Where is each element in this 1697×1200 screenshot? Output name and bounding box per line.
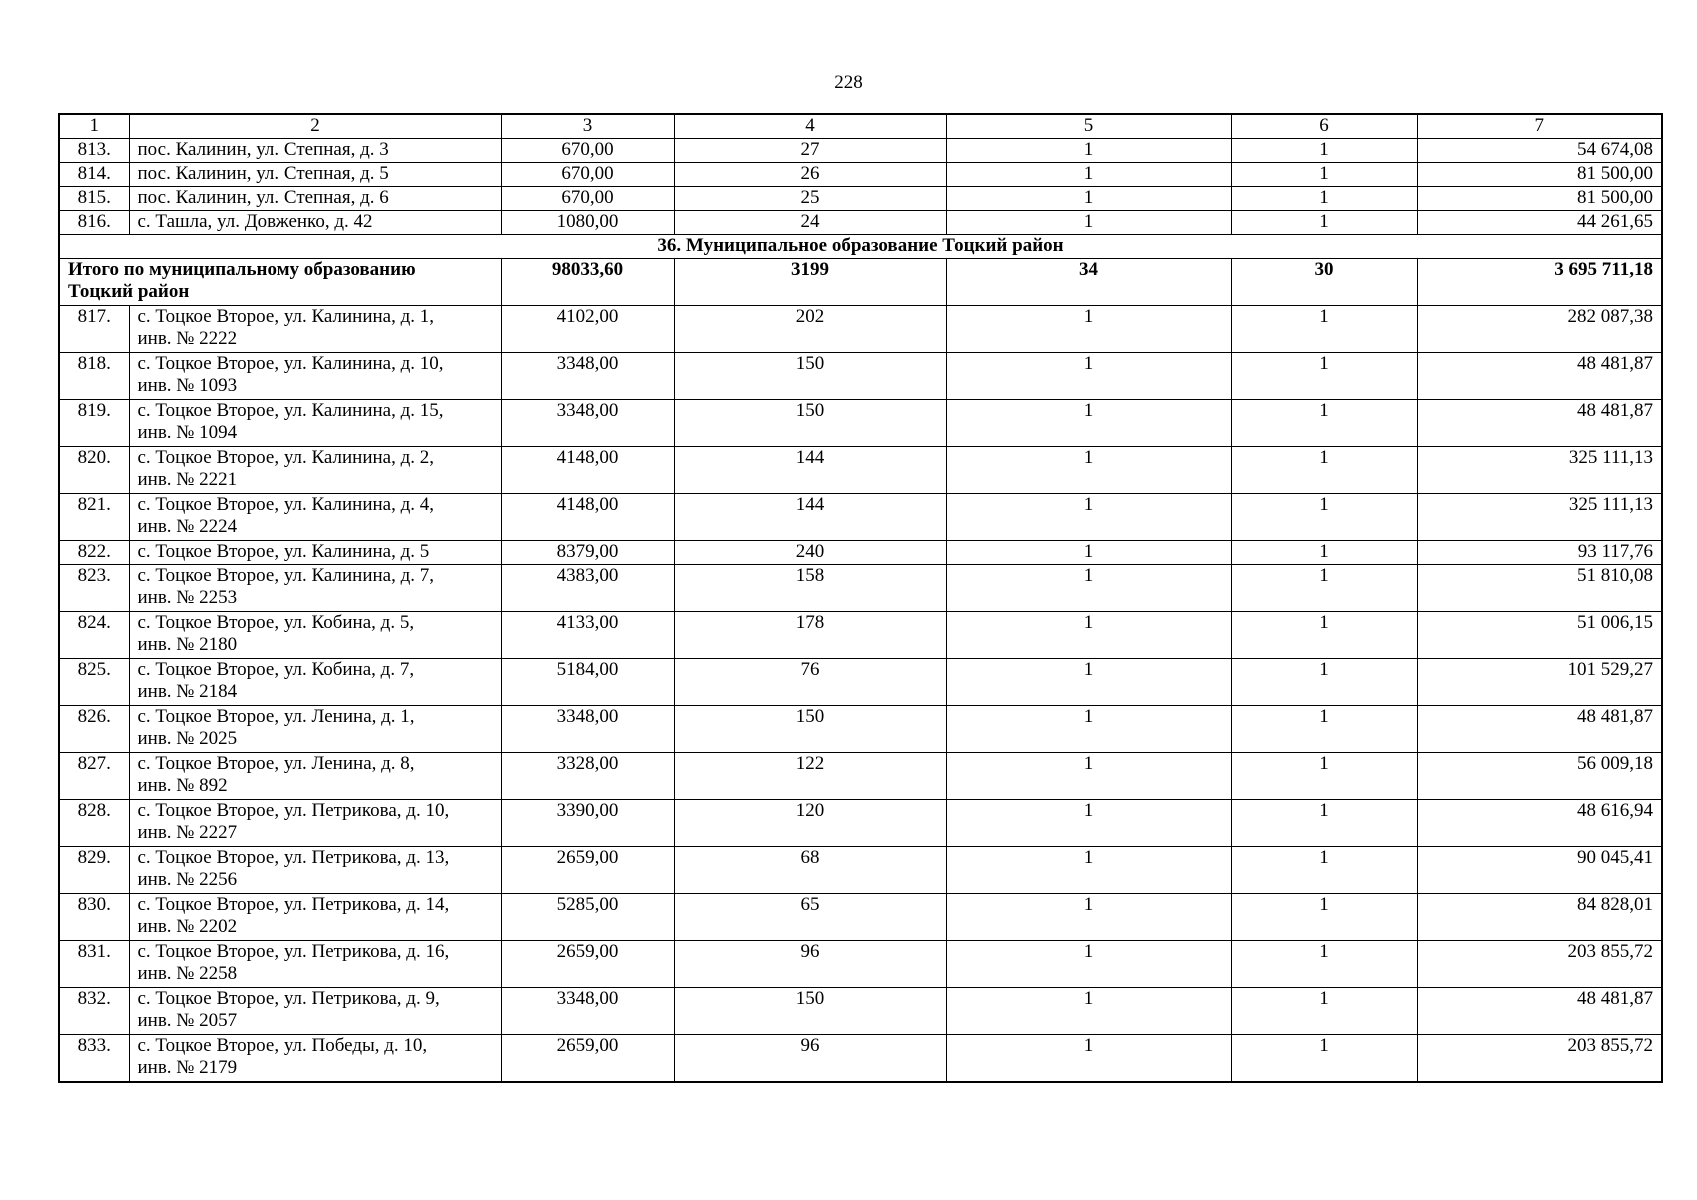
address-line: с. Тоцкое Второе, ул. Петрикова, д. 9, <box>137 988 440 1009</box>
area-cell: 8379,00 <box>501 541 674 565</box>
row-number: 819. <box>59 400 129 447</box>
amount-cell: 51 810,08 <box>1417 565 1662 612</box>
amount-cell: 203 855,72 <box>1417 941 1662 988</box>
row-number: 833. <box>59 1035 129 1083</box>
total-label-line: Итого по муниципальному образованию <box>68 259 416 280</box>
col5-cell: 1 <box>946 659 1231 706</box>
amount-cell: 81 500,00 <box>1417 187 1662 211</box>
address-line: с. Тоцкое Второе, ул. Калинина, д. 2, <box>137 447 435 468</box>
residents-cell: 178 <box>674 612 946 659</box>
address-line: с. Тоцкое Второе, ул. Калинина, д. 10, <box>137 353 444 374</box>
address-line: пос. Калинин, ул. Степная, д. 6 <box>137 187 389 208</box>
row-number: 832. <box>59 988 129 1035</box>
total-residents: 3199 <box>674 259 946 306</box>
address-line: инв. № 1094 <box>137 422 238 443</box>
row-number: 828. <box>59 800 129 847</box>
col6-cell: 1 <box>1231 847 1417 894</box>
col6-cell: 1 <box>1231 541 1417 565</box>
col5-cell: 1 <box>946 753 1231 800</box>
row-number: 822. <box>59 541 129 565</box>
area-cell: 670,00 <box>501 163 674 187</box>
area-cell: 670,00 <box>501 139 674 163</box>
address-line: с. Тоцкое Второе, ул. Кобина, д. 5, <box>137 612 415 633</box>
col6-cell: 1 <box>1231 1035 1417 1083</box>
residents-cell: 122 <box>674 753 946 800</box>
address-cell <box>129 800 501 847</box>
address-line: инв. № 1093 <box>137 375 238 396</box>
residents-cell: 120 <box>674 800 946 847</box>
address-cell <box>129 494 501 541</box>
section-title: 36. Муниципальное образование Тоцкий район <box>59 235 1662 259</box>
area-cell: 670,00 <box>501 187 674 211</box>
amount-cell: 325 111,13 <box>1417 494 1662 541</box>
table-row <box>59 400 1662 447</box>
table-row <box>59 211 1662 235</box>
col5-cell: 1 <box>946 306 1231 353</box>
table-row <box>59 163 1662 187</box>
residents-cell: 96 <box>674 1035 946 1083</box>
address-line: инв. № 2179 <box>137 1057 238 1078</box>
residents-cell: 158 <box>674 565 946 612</box>
address-line: с. Тоцкое Второе, ул. Петрикова, д. 13, <box>137 847 450 868</box>
table-row <box>59 941 1662 988</box>
address-line: инв. № 2227 <box>137 822 238 843</box>
amount-cell: 81 500,00 <box>1417 163 1662 187</box>
total-area: 98033,60 <box>501 259 674 306</box>
table-row <box>59 1035 1662 1083</box>
row-number: 825. <box>59 659 129 706</box>
area-cell: 5184,00 <box>501 659 674 706</box>
area-cell: 2659,00 <box>501 847 674 894</box>
residents-cell: 150 <box>674 988 946 1035</box>
col5-cell: 1 <box>946 612 1231 659</box>
table-row <box>59 847 1662 894</box>
address-cell <box>129 447 501 494</box>
area-cell: 3348,00 <box>501 988 674 1035</box>
col6-cell: 1 <box>1231 353 1417 400</box>
col6-cell: 1 <box>1231 894 1417 941</box>
row-number: 824. <box>59 612 129 659</box>
address-line: инв. № 2025 <box>137 728 238 749</box>
address-line: инв. № 2253 <box>137 587 238 608</box>
address-cell <box>129 400 501 447</box>
col5-cell: 1 <box>946 800 1231 847</box>
address-line: инв. № 2057 <box>137 1010 238 1031</box>
area-cell: 3328,00 <box>501 753 674 800</box>
col6-cell: 1 <box>1231 447 1417 494</box>
total-amount: 3 695 711,18 <box>1417 259 1662 306</box>
area-cell: 2659,00 <box>501 941 674 988</box>
col6-cell: 1 <box>1231 565 1417 612</box>
amount-cell: 48 481,87 <box>1417 353 1662 400</box>
col6-cell: 1 <box>1231 400 1417 447</box>
page-number: 228 <box>834 72 863 93</box>
table-row <box>59 894 1662 941</box>
address-cell <box>129 941 501 988</box>
table-row <box>59 612 1662 659</box>
address-line: инв. № 2224 <box>137 516 238 537</box>
total-label-line: Тоцкий район <box>68 281 190 302</box>
address-line: с. Ташла, ул. Довженко, д. 42 <box>137 211 373 232</box>
amount-cell: 93 117,76 <box>1417 541 1662 565</box>
col6-cell: 1 <box>1231 988 1417 1035</box>
address-cell <box>129 659 501 706</box>
address-line: с. Тоцкое Второе, ул. Калинина, д. 1, <box>137 306 435 327</box>
col6-cell: 1 <box>1231 612 1417 659</box>
col6-cell: 1 <box>1231 753 1417 800</box>
area-cell: 4133,00 <box>501 612 674 659</box>
col5-cell: 1 <box>946 400 1231 447</box>
col5-cell: 1 <box>946 447 1231 494</box>
area-cell: 4383,00 <box>501 565 674 612</box>
column-number-row <box>59 114 1662 139</box>
address-line: с. Тоцкое Второе, ул. Ленина, д. 1, <box>137 706 415 727</box>
address-cell <box>129 187 501 211</box>
amount-cell: 54 674,08 <box>1417 139 1662 163</box>
col6-cell: 1 <box>1231 211 1417 235</box>
area-cell: 3348,00 <box>501 353 674 400</box>
address-line: инв. № 2256 <box>137 869 238 890</box>
table-row <box>59 659 1662 706</box>
area-cell: 5285,00 <box>501 894 674 941</box>
column-number: 7 <box>1417 114 1662 139</box>
residents-cell: 96 <box>674 941 946 988</box>
address-line: инв. № 2222 <box>137 328 238 349</box>
amount-cell: 51 006,15 <box>1417 612 1662 659</box>
amount-cell: 48 616,94 <box>1417 800 1662 847</box>
col6-cell: 1 <box>1231 800 1417 847</box>
col6-cell: 1 <box>1231 659 1417 706</box>
row-number: 817. <box>59 306 129 353</box>
row-number: 815. <box>59 187 129 211</box>
col6-cell: 1 <box>1231 494 1417 541</box>
col6-cell: 1 <box>1231 706 1417 753</box>
table-row <box>59 139 1662 163</box>
col5-cell: 1 <box>946 211 1231 235</box>
amount-cell: 84 828,01 <box>1417 894 1662 941</box>
table-row <box>59 447 1662 494</box>
residents-cell: 25 <box>674 187 946 211</box>
address-line: с. Тоцкое Второе, ул. Петрикова, д. 16, <box>137 941 450 962</box>
address-cell <box>129 894 501 941</box>
column-number: 1 <box>59 114 129 139</box>
amount-cell: 48 481,87 <box>1417 706 1662 753</box>
address-line: с. Тоцкое Второе, ул. Калинина, д. 15, <box>137 400 444 421</box>
address-line: с. Тоцкое Второе, ул. Ленина, д. 8, <box>137 753 415 774</box>
amount-cell: 90 045,41 <box>1417 847 1662 894</box>
col5-cell: 1 <box>946 706 1231 753</box>
col5-cell: 1 <box>946 988 1231 1035</box>
address-line: инв. № 2258 <box>137 963 238 984</box>
residents-cell: 150 <box>674 706 946 753</box>
residents-cell: 65 <box>674 894 946 941</box>
address-line: с. Тоцкое Второе, ул. Калинина, д. 4, <box>137 494 435 515</box>
table-row <box>59 800 1662 847</box>
section-header-row <box>59 235 1662 259</box>
address-line: инв. № 892 <box>137 775 228 796</box>
table-row <box>59 353 1662 400</box>
address-cell <box>129 565 501 612</box>
area-cell: 1080,00 <box>501 211 674 235</box>
table-row <box>59 988 1662 1035</box>
address-cell <box>129 211 501 235</box>
row-number: 813. <box>59 139 129 163</box>
total-label <box>59 259 501 306</box>
residents-cell: 24 <box>674 211 946 235</box>
col6-cell: 1 <box>1231 139 1417 163</box>
address-line: инв. № 2184 <box>137 681 238 702</box>
table-row <box>59 494 1662 541</box>
address-line: с. Тоцкое Второе, ул. Калинина, д. 7, <box>137 565 435 586</box>
residents-cell: 27 <box>674 139 946 163</box>
residents-cell: 68 <box>674 847 946 894</box>
amount-cell: 101 529,27 <box>1417 659 1662 706</box>
table-row <box>59 306 1662 353</box>
residents-cell: 202 <box>674 306 946 353</box>
area-cell: 3348,00 <box>501 400 674 447</box>
table-row <box>59 187 1662 211</box>
table-row <box>59 541 1662 565</box>
address-cell <box>129 139 501 163</box>
total-col5: 34 <box>946 259 1231 306</box>
row-number: 816. <box>59 211 129 235</box>
row-number: 827. <box>59 753 129 800</box>
row-number: 826. <box>59 706 129 753</box>
table-row <box>59 565 1662 612</box>
col5-cell: 1 <box>946 941 1231 988</box>
col6-cell: 1 <box>1231 941 1417 988</box>
amount-cell: 282 087,38 <box>1417 306 1662 353</box>
area-cell: 4102,00 <box>501 306 674 353</box>
address-cell <box>129 706 501 753</box>
address-line: с. Тоцкое Второе, ул. Кобина, д. 7, <box>137 659 415 680</box>
col5-cell: 1 <box>946 163 1231 187</box>
address-line: с. Тоцкое Второе, ул. Победы, д. 10, <box>137 1035 428 1056</box>
residents-cell: 76 <box>674 659 946 706</box>
col6-cell: 1 <box>1231 306 1417 353</box>
col5-cell: 1 <box>946 847 1231 894</box>
amount-cell: 325 111,13 <box>1417 447 1662 494</box>
address-line: с. Тоцкое Второе, ул. Петрикова, д. 14, <box>137 894 450 915</box>
row-number: 820. <box>59 447 129 494</box>
address-cell <box>129 988 501 1035</box>
address-cell <box>129 306 501 353</box>
col5-cell: 1 <box>946 139 1231 163</box>
area-cell: 4148,00 <box>501 447 674 494</box>
col5-cell: 1 <box>946 565 1231 612</box>
address-line: инв. № 2202 <box>137 916 238 937</box>
residents-cell: 26 <box>674 163 946 187</box>
residents-cell: 144 <box>674 494 946 541</box>
row-number: 814. <box>59 163 129 187</box>
amount-cell: 56 009,18 <box>1417 753 1662 800</box>
address-cell <box>129 541 501 565</box>
housing-table <box>58 113 1663 1083</box>
col6-cell: 1 <box>1231 187 1417 211</box>
total-row <box>59 259 1662 306</box>
col5-cell: 1 <box>946 353 1231 400</box>
column-number: 3 <box>501 114 674 139</box>
residents-cell: 150 <box>674 400 946 447</box>
address-line: пос. Калинин, ул. Степная, д. 5 <box>137 163 389 184</box>
table-body <box>59 114 1662 1082</box>
amount-cell: 48 481,87 <box>1417 400 1662 447</box>
address-cell <box>129 1035 501 1083</box>
amount-cell: 48 481,87 <box>1417 988 1662 1035</box>
address-line: с. Тоцкое Второе, ул. Петрикова, д. 10, <box>137 800 450 821</box>
address-line: пос. Калинин, ул. Степная, д. 3 <box>137 139 389 160</box>
col5-cell: 1 <box>946 541 1231 565</box>
row-number: 829. <box>59 847 129 894</box>
table-row <box>59 753 1662 800</box>
col5-cell: 1 <box>946 894 1231 941</box>
address-cell <box>129 612 501 659</box>
row-number: 823. <box>59 565 129 612</box>
column-number: 5 <box>946 114 1231 139</box>
column-number: 2 <box>129 114 501 139</box>
total-col6: 30 <box>1231 259 1417 306</box>
col5-cell: 1 <box>946 494 1231 541</box>
column-number: 4 <box>674 114 946 139</box>
amount-cell: 44 261,65 <box>1417 211 1662 235</box>
address-line: инв. № 2180 <box>137 634 238 655</box>
area-cell: 2659,00 <box>501 1035 674 1083</box>
col5-cell: 1 <box>946 187 1231 211</box>
amount-cell: 203 855,72 <box>1417 1035 1662 1083</box>
address-cell <box>129 753 501 800</box>
column-number: 6 <box>1231 114 1417 139</box>
address-cell <box>129 847 501 894</box>
address-line: с. Тоцкое Второе, ул. Калинина, д. 5 <box>137 541 430 562</box>
col5-cell: 1 <box>946 1035 1231 1083</box>
area-cell: 4148,00 <box>501 494 674 541</box>
address-line: инв. № 2221 <box>137 469 238 490</box>
area-cell: 3390,00 <box>501 800 674 847</box>
table-row <box>59 706 1662 753</box>
address-cell <box>129 163 501 187</box>
residents-cell: 144 <box>674 447 946 494</box>
row-number: 831. <box>59 941 129 988</box>
col6-cell: 1 <box>1231 163 1417 187</box>
row-number: 821. <box>59 494 129 541</box>
row-number: 830. <box>59 894 129 941</box>
residents-cell: 240 <box>674 541 946 565</box>
row-number: 818. <box>59 353 129 400</box>
address-cell <box>129 353 501 400</box>
area-cell: 3348,00 <box>501 706 674 753</box>
residents-cell: 150 <box>674 353 946 400</box>
